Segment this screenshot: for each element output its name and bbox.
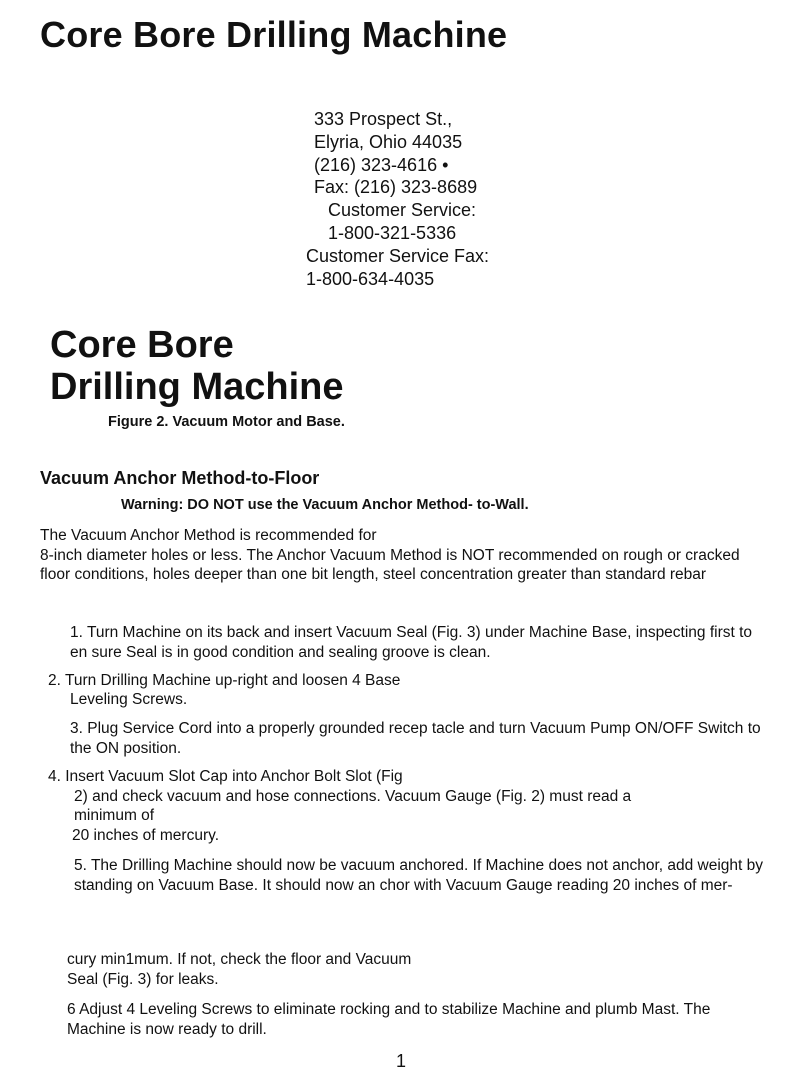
step-6: 6 Adjust 4 Leveling Screws to eliminate rocking and to stabilize Machine and plumb Mast. The Machine is now ready to drill. [67,1001,711,1038]
address-street: 333 Prospect St., [314,109,453,129]
customer-service-fax-number: 1-800-634-4035 [306,268,435,289]
section-heading [50,324,343,408]
document-title: Core Bore Drilling Machine [40,14,508,55]
figure-caption: Figure 2. Vacuum Motor and Base. [108,414,345,430]
customer-service-phone: 1-800-321-5336 [328,222,457,243]
step-2-line-2: Leveling Screws. [70,691,188,708]
step-2-line-1: 2. Turn Drilling Machine up-right and loosen 4 Base [48,672,401,689]
section-title: Vacuum Anchor Method-to-Floor [40,468,320,488]
step-3: 3. Plug Service Cord into a properly grounded recep tacle and turn Vacuum Pump ON/OFF Switch to the ON position. [70,720,761,757]
step-4-line-3: minimum of [74,807,155,824]
intro-rest: 8-inch diameter holes or less. The Anchor Vacuum Method is NOT recommended on rough or cracked floor conditions, holes deeper than one bit length, steel concentration greater than standard rebar [40,546,740,583]
phone-number: (216) 323-4616 • [314,154,449,175]
intro-paragraph [40,526,762,585]
step-4-line-1: 4. Insert Vacuum Slot Cap into Anchor Bolt Slot (Fig [48,768,403,785]
heading-line-2: Drilling Machine [50,366,344,408]
contact-block [306,108,566,290]
step-5-continued-line-2: Seal (Fig. 3) for leaks. [67,971,219,988]
step-4-line-4: 20 inches of mercury. [72,827,220,844]
fax-number: Fax: (216) 323-8689 [314,177,478,198]
page-number: 1 [396,1051,407,1071]
step-5: 5. The Drilling Machine should now be vacuum anchored. If Machine does not anchor, add weight by standing on Vacuum Base. It should now an chor with Vacuum Gauge reading 20 inches of mer- [74,857,764,894]
step-5-continued-line-1: cury min1mum. If not, check the floor and Vacuum [67,951,412,968]
address-city: Elyria, Ohio 44035 [314,131,463,152]
warning-text: Warning: DO NOT use the Vacuum Anchor Method- to-Wall. [121,497,529,513]
customer-service-fax-label: Customer Service Fax: [306,245,490,266]
intro-line-1: The Vacuum Anchor Method is recommended for [40,527,377,544]
step-4-line-2: 2) and check vacuum and hose connections. Vacuum Gauge (Fig. 2) must read a [74,788,632,805]
customer-service-label: Customer Service: [328,200,477,221]
heading-line-1: Core Bore [50,324,234,366]
step-1: 1. Turn Machine on its back and insert Vacuum Seal (Fig. 3) under Machine Base, inspecting first to en sure Seal is in good condition and sealing groove is clean. [70,624,753,661]
